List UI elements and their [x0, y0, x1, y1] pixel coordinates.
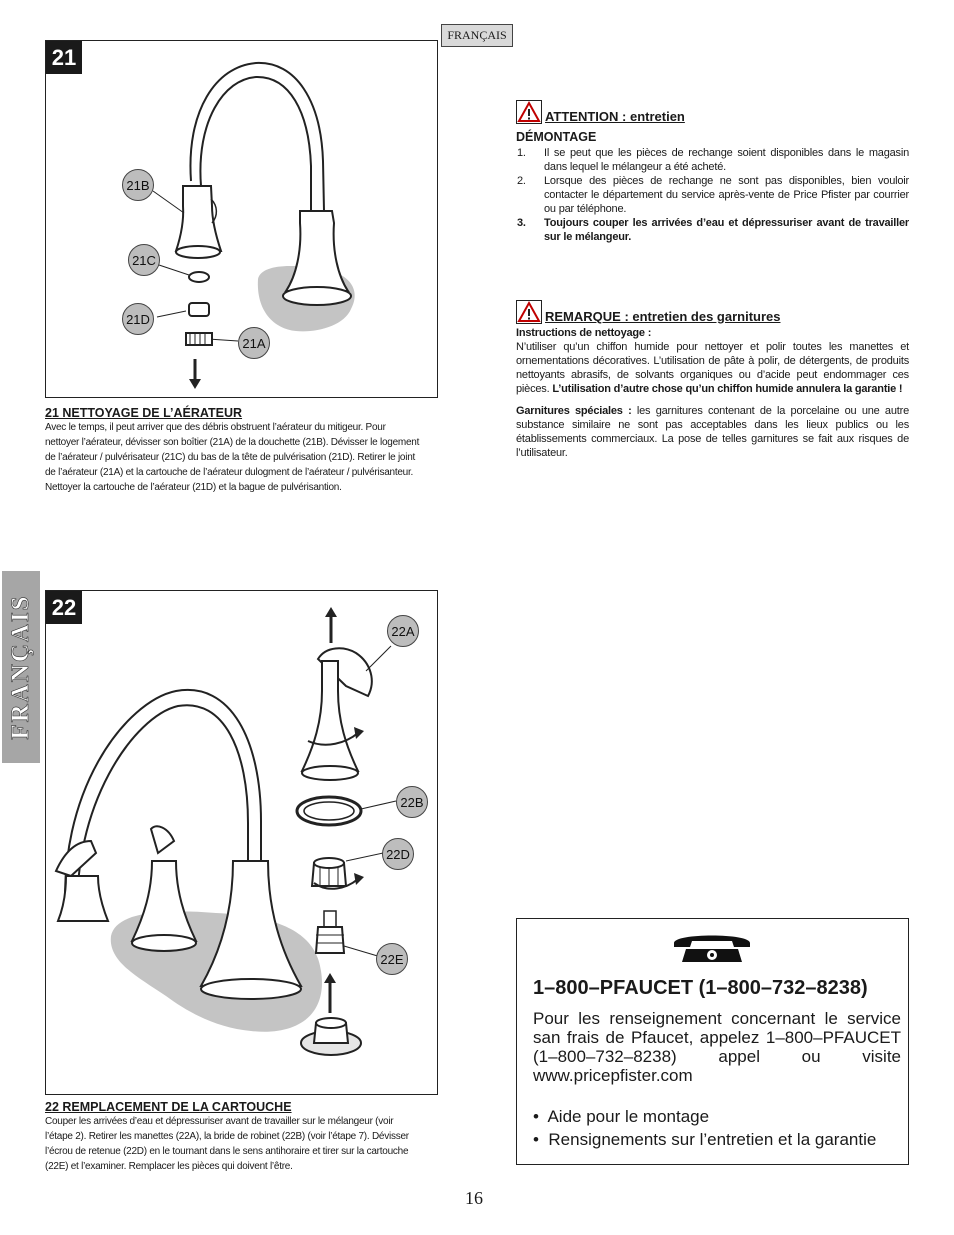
step-number-21: 21 [46, 41, 82, 74]
remarque-header [516, 300, 909, 324]
callout-22b: 22B [396, 786, 428, 818]
list-item: 1. Il se peut que les pièces de rechange soient disponibles dans le magasin dans lequel le mélangeur a été acheté. [517, 147, 909, 173]
attention-header [516, 100, 909, 124]
attention-subtitle: DÉMONTAGE [516, 130, 597, 144]
remarque-paragraph-1: N’utiliser qu’un chiffon humide pour nettoyer et polir toutes les manettes et ornementations décoratives. L’utilisation de pâte à polir, de détergents, de produits nettoyants abrasifs, de solvants organiques ou d’acide peut endommager ces pièces. L’utilisation d’autre chose qu’un chiffon humide annulera la garantie ! [516, 341, 909, 395]
caption-21 [45, 406, 438, 495]
remarque-paragraph-2: Garnitures spéciales : les garnitures contenant de la porcelaine ou une autre substance similaire ne sont pas acceptables dans les lieux publics ou les établissements commerciaux. La pose de telles garnitures se fait aux risques de l’utilisateur. [516, 405, 909, 459]
page-number: 16 [465, 1188, 483, 1208]
callout-22d: 22D [382, 838, 414, 870]
attention-section [516, 100, 909, 244]
caption-21-body [45, 420, 438, 495]
caption-22-line: (22E) et l’examiner. Remplacer les pièces qui doivent l’être. [45, 1161, 293, 1172]
caption-21-line: Nettoyer la cartouche de l’aérateur (21D) et la bague de pulvérisantion. [45, 482, 342, 493]
caption-22-line: l’étape 2). Retirer les manettes (22A), la bride de robinet (22B) (voir l’étape 7). Dévisser [45, 1131, 409, 1142]
callout-21b: 21B [122, 169, 154, 201]
figure-21 [45, 40, 438, 398]
callout-22e: 22E [376, 943, 408, 975]
caption-21-line: nettoyer l’aérateur, dévisser son boîtier (21A) de la douchette (21B). Dévisser le logement [45, 437, 420, 448]
caption-22-line: l’écrou de retenue (22D) en le tournant dans le sens antihoraire et tirer sur la cartouche [45, 1146, 409, 1157]
step-number-22: 22 [46, 591, 82, 624]
remarque-section [516, 300, 909, 460]
list-item: • Rensignements sur l’entretien et la garantie [533, 1130, 877, 1149]
phone-number: 1–800–PFAUCET (1–800–732–8238) [533, 977, 868, 999]
attention-title: ATTENTION : entretien [545, 109, 685, 124]
caption-21-line: Avec le temps, il peut arriver que des débris obstruent l’aérateur du mitigeur. Pour [45, 422, 386, 433]
list-item: 3. Toujours couper les arrivées d’eau et dépressuriser avant de travailler sur le mélangeur. [517, 217, 909, 243]
language-tag: FRANÇAIS [441, 24, 513, 47]
callout-22a: 22A [387, 615, 419, 647]
callout-21a: 21A [238, 327, 270, 359]
callout-21d: 21D [122, 303, 154, 335]
caption-22 [45, 1100, 438, 1174]
contact-bullets [533, 1105, 876, 1151]
caption-21-line: de l’aérateur (21A) et la cartouche de l’aérateur dulogment de l’aérateur / pulvérisanteur. [45, 467, 414, 478]
caption-21-title: 21 NETTOYAGE DE L’AÉRATEUR [45, 406, 243, 420]
warning-icon [516, 100, 542, 124]
language-side-tab [2, 571, 40, 763]
caption-22-line: Couper les arrivées d’eau et dépressuriser avant de travailler sur le mélangeur (voir [45, 1116, 394, 1127]
figure-22 [45, 590, 438, 1095]
callout-21c: 21C [128, 244, 160, 276]
remarque-title: REMARQUE : entretien des garnitures [545, 309, 781, 324]
list-item: 2. Lorsque des pièces de rechange ne sont pas disponibles, bien vouloir contacter le département du service après-vente de Price Pfister par courrier ou par téléphone. [517, 175, 909, 215]
telephone-icon [672, 929, 752, 963]
caption-22-body [45, 1114, 438, 1174]
warning-icon [516, 300, 542, 324]
attention-list [516, 146, 909, 244]
caption-21-line: de l’aérateur / pulvérisateur (21C) du bas de la tête de pulvérisation (21D). Retirer le joint [45, 452, 416, 463]
cartridge-illustration [46, 591, 437, 1094]
contact-box [516, 918, 909, 1165]
remarque-subtitle: Instructions de nettoyage : [516, 327, 652, 339]
side-tab-label: FRANÇAIS [7, 594, 34, 740]
caption-22-title: 22 REMPLACEMENT DE LA CARTOUCHE [45, 1100, 292, 1114]
list-item: • Aide pour le montage [533, 1107, 710, 1126]
contact-description: Pour les renseignement concernant le service san frais de Pfaucet, appelez 1–800–PFAUCET (1–800–732–8238) appel ou visite www.pricepfister.com [533, 1009, 901, 1085]
